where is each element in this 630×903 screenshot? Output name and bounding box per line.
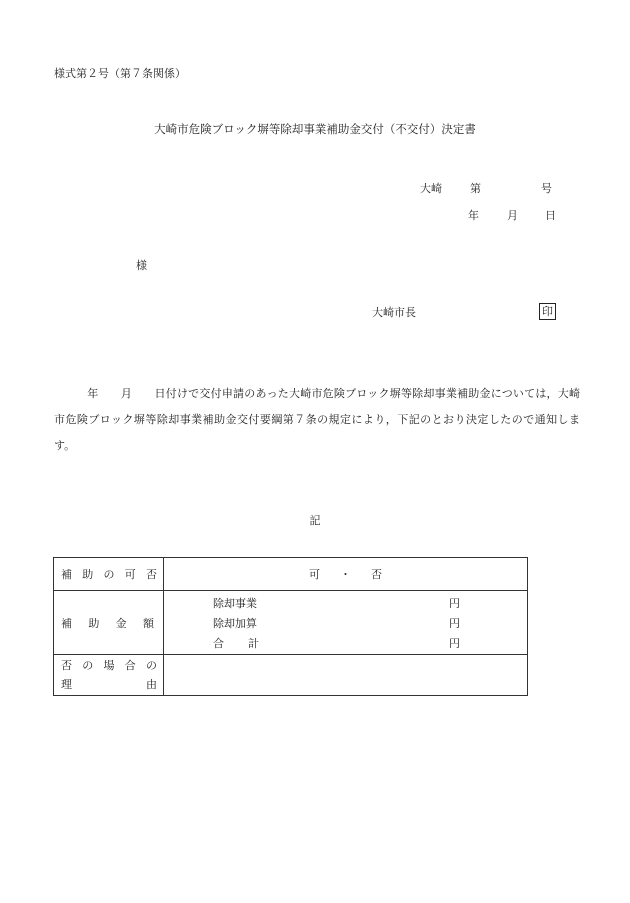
table-row-reason	[54, 655, 528, 696]
date-year: 年	[468, 209, 479, 222]
reason-label	[54, 656, 163, 694]
reason-label-char: の	[146, 659, 157, 672]
number-prefix: 大崎	[420, 182, 442, 195]
kahi-label-char: の	[103, 568, 115, 581]
amount-name-total	[213, 635, 259, 651]
kahi-label-char: 助	[82, 568, 94, 581]
amount-line-kasan	[164, 613, 527, 633]
kahi-label	[54, 566, 163, 582]
amount-label-char: 金	[115, 616, 127, 630]
addressee-honorific: 様	[136, 259, 147, 272]
amount-unit: 円	[449, 616, 460, 630]
seal-mark: 印	[539, 303, 556, 320]
kahi-label-char: 可	[124, 568, 136, 581]
decision-table	[53, 557, 528, 696]
reason-label-line2	[61, 675, 157, 694]
amount-name: 除却事業	[213, 596, 257, 610]
table-row-kahi	[54, 558, 528, 591]
reason-label-char: の	[82, 659, 94, 672]
kahi-label-char: 否	[146, 568, 157, 581]
kahi-value-char: ・	[340, 568, 351, 581]
number-go: 号	[541, 182, 552, 195]
kahi-value-cell	[164, 558, 528, 591]
body-paragraph	[54, 381, 580, 459]
amount-name: 除却加算	[213, 616, 257, 630]
amount-value-cell	[164, 591, 528, 655]
kahi-label-cell	[54, 558, 164, 591]
date-month: 月	[507, 209, 518, 222]
amount-unit: 円	[449, 636, 460, 650]
reason-label-cell	[54, 655, 164, 696]
date-day: 日	[545, 209, 556, 222]
form-number: 様式第２号（第７条関係）	[54, 67, 186, 80]
amount-label	[54, 615, 163, 631]
body-text: 年 月 日付けで交付申請のあった大崎市危険ブロック塀等除却事業補助金については，大崎市危険ブロック塀等除却事業補助金交付要綱第７条の規定により，下記のとおり決定したので通知します。	[54, 387, 580, 452]
total-char: 合	[213, 636, 224, 650]
total-char: 計	[248, 636, 259, 650]
kahi-label-char: 補	[61, 568, 72, 581]
reason-label-char: 否	[61, 659, 72, 672]
ki-label: 記	[309, 514, 321, 527]
issuer-name: 大崎市長	[372, 306, 416, 319]
kahi-value	[164, 566, 527, 582]
reason-label-line1	[61, 656, 157, 675]
reason-label-char: 由	[146, 678, 157, 691]
amount-label-cell	[54, 591, 164, 655]
reason-label-char: 理	[61, 678, 72, 691]
kahi-value-char: 可	[309, 568, 320, 581]
amount-unit: 円	[449, 596, 460, 610]
number-dai: 第	[470, 182, 481, 195]
amount-label-char: 補	[61, 616, 72, 630]
document-number-line	[420, 183, 552, 194]
kahi-value-char: 否	[371, 568, 382, 581]
reason-label-char: 合	[124, 659, 136, 672]
reason-label-char: 場	[103, 659, 115, 672]
amount-label-char: 助	[88, 616, 100, 630]
amount-line-jokyaku	[164, 593, 527, 613]
document-title: 大崎市危険ブロック塀等除却事業補助金交付（不交付）決定書	[154, 122, 476, 136]
date-line	[468, 210, 556, 221]
table-row-amount	[54, 591, 528, 655]
reason-value-cell	[164, 655, 528, 696]
amount-line-total	[164, 633, 527, 653]
amount-label-char: 額	[142, 616, 154, 630]
